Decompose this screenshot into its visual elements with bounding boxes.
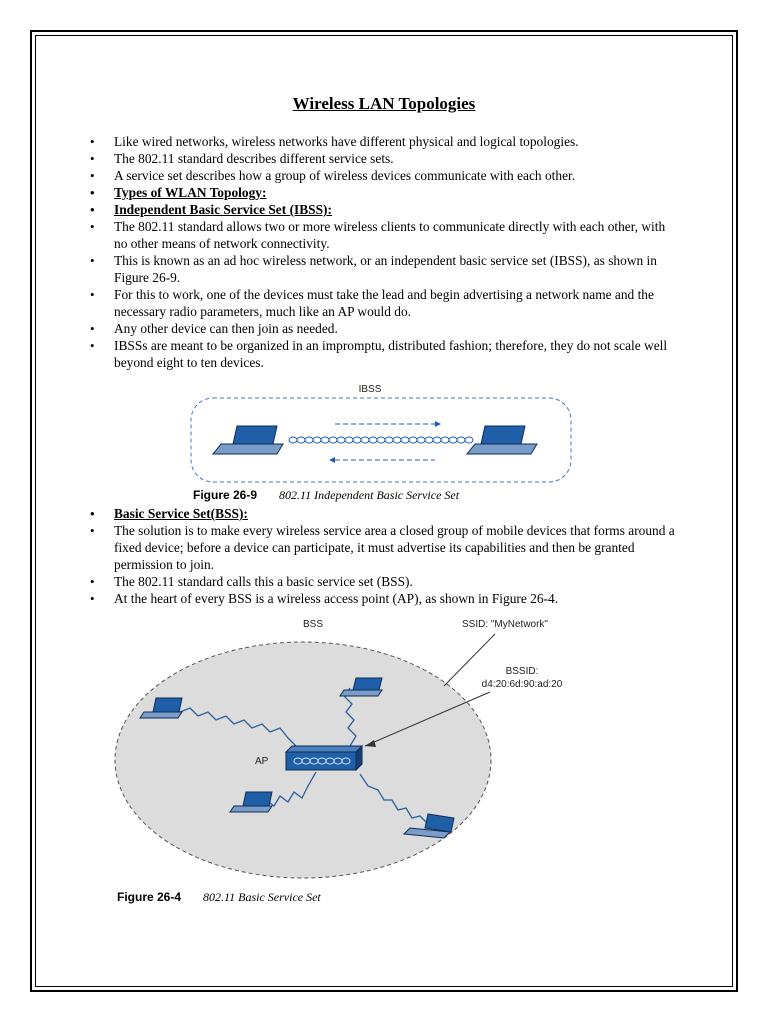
bssid-label: BSSID: (505, 666, 539, 677)
list-item: • The solution is to make every wireless service area a closed group of mobile devices that forms around a fixed device; before a device can participate, it must advertise its capabilities and then be granted permission to join. (90, 522, 680, 573)
bss-diagram (110, 612, 610, 882)
access-point-icon (286, 746, 362, 770)
list-item: • For this to work, one of the devices must take the lead and begin advertising a network name and the necessary radio parameters, much like an AP would do. (90, 286, 680, 320)
section-heading-bss: • Basic Service Set(BSS): (90, 505, 680, 522)
list-item: • IBSSs are meant to be organized in an impromptu, distributed fashion; therefore, they do not scale well beyond eight to ten devices. (90, 337, 680, 371)
laptop-icon (213, 426, 283, 454)
list-item: • A service set describes how a group of wireless devices communicate with each other. (90, 167, 680, 184)
list-item: • The 802.11 standard describes different service sets. (90, 150, 680, 167)
bullet-list-bottom (90, 505, 680, 607)
section-heading-types: • Types of WLAN Topology: (90, 184, 680, 201)
list-item: • Any other device can then join as needed. (90, 320, 680, 337)
ssid-label: SSID: "MyNetwork" (461, 619, 549, 630)
list-item: • Like wired networks, wireless networks have different physical and logical topologies. (90, 133, 680, 150)
bss-label: BSS (302, 619, 324, 630)
wireless-link (289, 437, 473, 443)
list-item: • The 802.11 standard calls this a basic service set (BSS). (90, 573, 680, 590)
figure-caption-bss: Figure 26-4 802.11 Basic Service Set (117, 890, 321, 904)
list-item: • This is known as an ad hoc wireless network, or an independent basic service set (IBSS), as shown in Figure 26-9. (90, 252, 680, 286)
laptop-icon (467, 426, 537, 454)
list-item: • The 802.11 standard allows two or more wireless clients to communicate directly with each other, with no other means of network connectivity. (90, 218, 680, 252)
page-title: Wireless LAN Topologies (292, 94, 476, 113)
bullet-list-top (90, 133, 680, 371)
ap-label: AP (255, 756, 269, 767)
figure-caption-ibss: Figure 26-9 802.11 Independent Basic Service Set (193, 488, 460, 502)
bssid-value: d4:20:6d:90:ad:20 (481, 679, 563, 690)
list-item: • At the heart of every BSS is a wireless access point (AP), as shown in Figure 26-4. (90, 590, 680, 607)
ibss-diagram (185, 380, 575, 485)
ibss-label: IBSS (358, 384, 382, 395)
section-heading-ibss: • Independent Basic Service Set (IBSS): (90, 201, 680, 218)
